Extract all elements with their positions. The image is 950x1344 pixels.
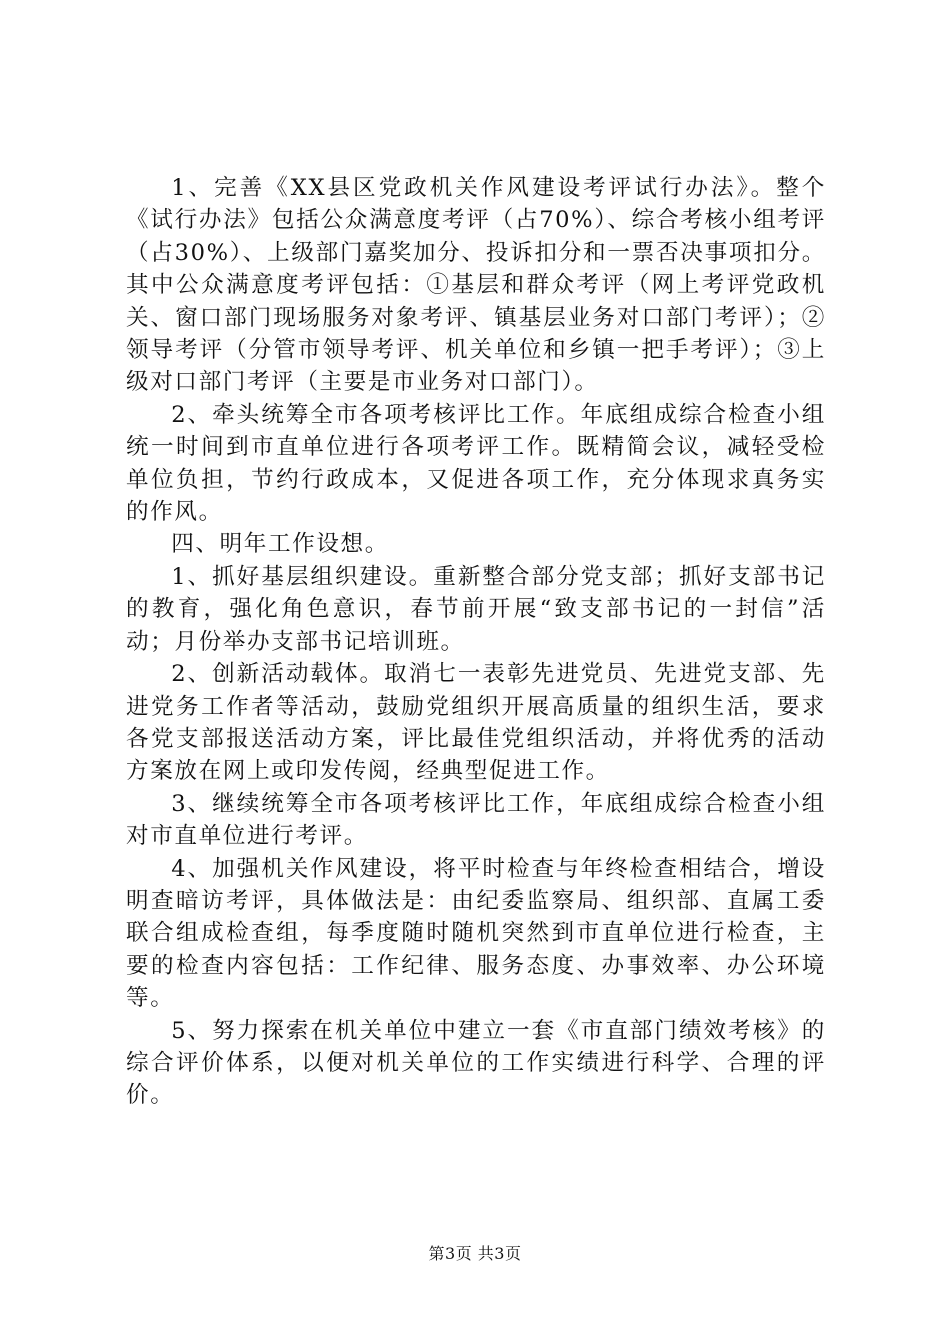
paragraph-2: 2、牵头统筹全市各项考核评比工作。年底组成综合检查小组统一时间到市直单位进行各项考评工作。既精简会议，减轻受检单位负担，节约行政成本，又促进各项工作，充分体现求真务实的作风。 — [126, 401, 826, 526]
paragraph-plan-2: 2、创新活动载体。取消七一表彰先进党员、先进党支部、先进党务工作者等活动，鼓励党组织开展高质量的组织生活，要求各党支部报送活动方案，评比最佳党组织活动，并将优秀的活动方案放在网上或印发传阅，经典型促进工作。 — [126, 661, 826, 785]
page-footer — [0, 1244, 950, 1264]
paragraph-plan-5: 5、努力探索在机关单位中建立一套《市直部门绩效考核》的综合评价体系，以便对机关单位的工作实绩进行科学、合理的评价。 — [126, 1017, 826, 1109]
paragraph-plan-3: 3、继续统筹全市各项考核评比工作，年底组成综合检查小组对市直单位进行考评。 — [126, 790, 826, 850]
section-heading-next-year-plan: 四、明年工作设想。 — [171, 531, 389, 558]
document-body — [126, 172, 826, 1112]
paragraph-plan-1: 1、抓好基层组织建设。重新整合部分党支部；抓好支部书记的教育，强化角色意识，春节前开展“致支部书记的一封信”活动；月份举办支部书记培训班。 — [126, 563, 826, 655]
paragraph-plan-4: 4、加强机关作风建设，将平时检查与年终检查相结合，增设明查暗访考评，具体做法是：由纪委监察局、组织部、直属工委联合组成检查组，每季度随时随机突然到市直单位进行检查，主要的检查内容包括：工作纪律、服务态度、办事效率、办公环境等。 — [126, 855, 826, 1012]
page-number-label: 第3页 共3页 — [428, 1244, 522, 1263]
paragraph-1: 1、完善《XX县区党政机关作风建设考评试行办法》。整个《试行办法》包括公众满意度考评（占70%）、综合考核小组考评（占30%）、上级部门嘉奖加分、投诉扣分和一票否决事项扣分。其中公众满意度考评包括：①基层和群众考评（网上考评党政机关、窗口部门现场服务对象考评、镇基层业务对口部门考评）；②领导考评（分管市领导考评、机关单位和乡镇一把手考评）；③上级对口部门考评（主要是市业务对口部门）。 — [126, 175, 826, 396]
